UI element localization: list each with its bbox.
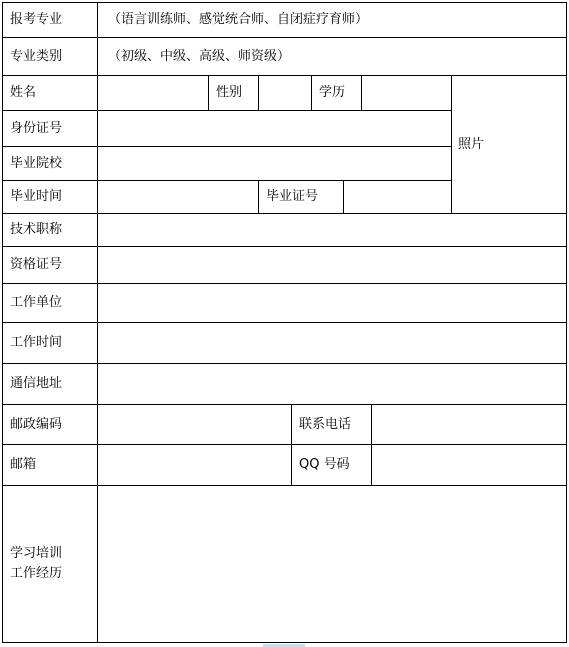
education-field[interactable] <box>361 75 452 111</box>
education-label: 学历 <box>311 75 362 111</box>
email-field[interactable] <box>97 444 292 486</box>
postal-code-label: 邮政编码 <box>2 404 98 445</box>
graduation-time-field[interactable] <box>97 180 259 214</box>
work-time-label: 工作时间 <box>2 322 98 364</box>
graduation-time-label: 毕业时间 <box>2 180 98 214</box>
history-label <box>2 485 98 643</box>
history-label-line1: 学习培训 <box>10 546 63 561</box>
name-field[interactable] <box>97 75 209 111</box>
diploma-number-label: 毕业证号 <box>258 180 344 214</box>
title-field[interactable] <box>97 213 567 247</box>
id-number-label: 身份证号 <box>2 110 98 147</box>
qq-field[interactable] <box>371 444 567 486</box>
title-label: 技术职称 <box>2 213 98 247</box>
major-label: 报考专业 <box>2 2 98 38</box>
address-label: 通信地址 <box>2 363 98 405</box>
school-label: 毕业院校 <box>2 146 98 181</box>
gender-field[interactable] <box>258 75 312 111</box>
qualification-number-label: 资格证号 <box>2 246 98 284</box>
phone-field[interactable] <box>371 404 567 445</box>
email-label: 邮箱 <box>2 444 98 486</box>
work-time-field[interactable] <box>97 322 567 364</box>
category-field[interactable]: （初级、中级、高级、师资级） <box>97 37 567 76</box>
gender-label: 性别 <box>208 75 259 111</box>
address-field[interactable] <box>97 363 567 405</box>
phone-label: 联系电话 <box>291 404 372 445</box>
postal-code-field[interactable] <box>97 404 292 445</box>
diploma-number-field[interactable] <box>343 180 452 214</box>
qq-label: QQ 号码 <box>291 444 372 486</box>
name-label: 姓名 <box>2 75 98 111</box>
major-field[interactable]: （语言训练师、感觉统合师、自闭症疗育师） <box>97 2 567 38</box>
id-number-field[interactable] <box>97 110 452 147</box>
employer-label: 工作单位 <box>2 283 98 323</box>
category-label: 专业类别 <box>2 37 98 76</box>
photo-box[interactable]: 照片 <box>451 75 567 214</box>
history-label-line2: 工作经历 <box>10 566 63 581</box>
employer-field[interactable] <box>97 283 567 323</box>
history-field[interactable] <box>97 485 567 643</box>
school-field[interactable] <box>97 146 452 181</box>
qualification-number-field[interactable] <box>97 246 567 284</box>
